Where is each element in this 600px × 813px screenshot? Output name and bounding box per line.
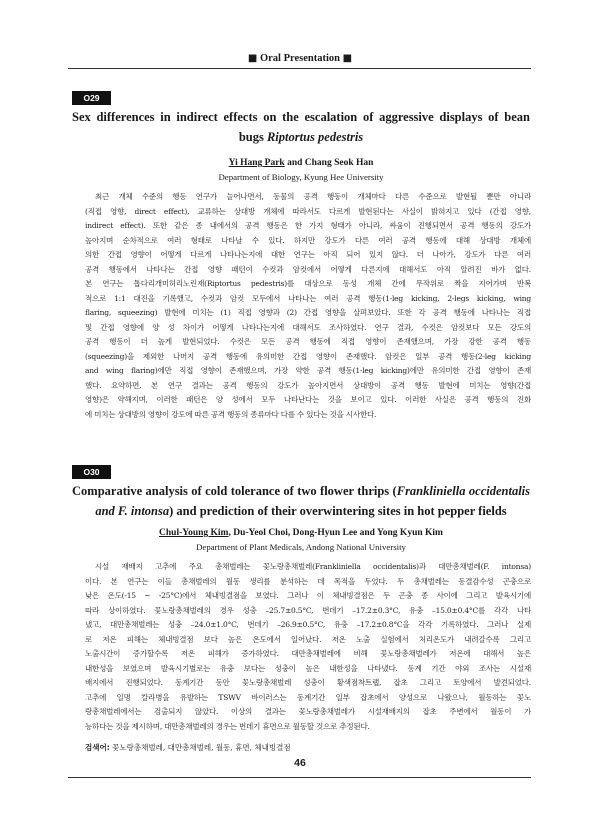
body-line: 냈고, 대만총채벌레는 성충 –24.0±1.0°C, 번데기 –26.9±0.5°C, 유충 –17.2±0.8°C을 각각 기록하였다. 그러나 실제 [85, 620, 531, 629]
body-line: 낮은 온도(-15 ~ -25°C)에서 체내빙결점을 보였다. 그러나 이 체내빙결점은 두 곤충 종 사이에 그리고 발육시기에 [85, 591, 531, 600]
body-line: 시설 재배지 고추에 주요 총채벌레는 꽃노랑총채벌레(Frankliniella occidentalis)과 대만총채벌레(F. intonsa) [95, 562, 531, 571]
body-line: flaring, squeezing) 발현에 미치는 (1) 직접 영향과 (2) 간접 영향을 살펴보았다. 또한 각 공격 행동에 나타나는 직접 [85, 308, 531, 317]
body-line: 영향)은 약해지며, 이러한 패턴은 양 성에서 모두 나타난다는 것을 보이고 있다. 이러한 사실은 공격 행동의 진화 [85, 395, 531, 404]
body-line: 능하다는 것을 제시하며, 대만총채벌레의 경우는 번데기 휴면으로 월동할 것으로 추정된다. [85, 721, 370, 731]
body-line: (squeezing)을 제외한 나머지 공격 행동에 유의미한 간접 영향이 존재했다. 암컷은 일부 공격 행동(2-leg kicking [85, 351, 531, 361]
body-line: 이다. 본 연구는 이들 총채벌레의 월동 생리를 분석하는 데 목적을 두었다. 두 총채벌레는 동결감수성 곤충으로 [85, 576, 531, 586]
abstract-body [85, 190, 531, 422]
section-title: Oral Presentation [259, 53, 340, 64]
body-line: (직접 영향, direct effect), 교류하는 상대방 개체에 따라서도 다르게 발현된다는 사실이 밝혀지고 있다 (간접 영향, [85, 206, 531, 216]
author-list [72, 158, 530, 168]
body-line: indirect effect). 또한 같은 종 내에서의 공격 행동은 한 가지 형태가 아니라, 싸움이 진행되면서 공격 행동의 강도가 [85, 221, 531, 230]
body-line: 배지에서 진행되었다. 동계기간 동안 꽃노랑총채벌레 성충이 황색점착트랩, 잡초 그리고 토양에서 발견되었다. [85, 678, 531, 687]
body-line: 높아지며 순차적으로 여러 형태로 나타날 수 있다. 하지만 강도가 다른 여러 공격 행동에 대해 상대방 개체에 [85, 235, 531, 245]
co-authors: and Chang Seok Han [284, 158, 374, 168]
title-text: bugs [238, 130, 267, 144]
footer-rule [68, 777, 531, 778]
species-name: and F. intonsa [95, 504, 170, 518]
abstract-badge: O30 [72, 465, 111, 479]
body-line: and wing flaring)에만 직접 영향이 존재했으며, 가장 약한 공격 행동(1-leg kicking)에만 유의미한 간접 영향이 존재 [85, 366, 531, 375]
affiliation: Department of Biology, Kyung Hee University [218, 172, 384, 182]
species-name: Frankliniella occidentalis [396, 484, 531, 498]
body-line: 의한 간접 영향이 어떻게 다르게 나타나는지에 대한 연구는 아직 되어 있지 않다. 더 나아가, 강도가 다른 여러 [85, 250, 531, 259]
species-name: Riptortus pedestris [266, 130, 364, 144]
body-line: 랑총채벌레에서는 검출되지 않았다. 이상의 결과는 꽃노랑총채벌레가 시설재배지의 잡초 주변에서 월동이 가 [85, 707, 531, 716]
body-line: 노출시간이 증가할수록 저온 피해가 증가하였다. 대만총채벌레에 비해 꽃노랑총채벌레가 저온에 대해서 높은 [85, 649, 531, 658]
title-line [72, 501, 530, 521]
abstract-body [85, 560, 531, 734]
abstract-badge: O29 [72, 91, 111, 105]
body-line: 최근 개체 수준의 행동 연구가 늘어나면서, 동물의 공격 행동이 개체마다 다른 수준으로 발현될 뿐만 아니라 [95, 192, 531, 201]
keywords [85, 741, 531, 755]
body-line: 했다. 요약하면, 본 연구 결과는 공격 행동의 강도가 높아지면서 상대방이 공격 행동 발현에 미치는 영향(간접 [85, 380, 531, 390]
body-line: 고추에 일명 칼라병을 유발하는 TSWV 바이러스는 동계기간 일부 잡초에서 양성으로 나왔으나, 월동하는 꽃노 [85, 692, 531, 702]
co-authors: , Du-Yeol Choi, Dong-Hyun Lee and Yong Kyun Kim [228, 528, 443, 538]
abstract-title [72, 107, 530, 147]
body-line: 공격 행동에서 나타나는 간접 영향 패턴이 수컷과 암컷에서 어떻게 다른지에 대해서도 아직 알려진 바가 없다. [85, 264, 531, 274]
affiliation: Department of Plant Medicals, Andong National University [196, 542, 406, 552]
presenting-author: Chul-Young Kim [159, 528, 229, 538]
keywords-text: 꽃노랑총채벌레, 대만총채벌레, 월동, 휴면, 체내빙결점 [109, 743, 291, 752]
body-line: 공격 행동이 더 높게 발현되었다. 수컷은 모든 공격 행동에 직접 영향이 존재했으며, 가장 강한 공격 행동 [85, 337, 531, 346]
header-rule [68, 68, 531, 69]
abstract-title [72, 481, 530, 521]
title-line: Sex differences in indirect effects on the escalation of aggressive displays of bean [72, 110, 530, 124]
title-line [72, 127, 530, 147]
section-header [0, 53, 600, 64]
square-bullet-icon: ■ [247, 53, 258, 64]
body-line: 본 연구는 톱다리개미허리노린재(Riptortus pedestris)를 대상으로 동성 개체 간에 무작위로 짝을 지어가며 반복 [85, 279, 531, 288]
body-line: 내한성을 보였으며 발육시기별로는 유충 보다는 성충이 높은 내한성을 나타냈다. 동계 기간 야외 조사는 시설재 [85, 663, 531, 673]
body-line: 로 저온 피해는 체내빙결점 보다 높은 온도에서 일어났다. 저온 노출 실험에서 처리온도가 내려갈수록 그리고 [85, 634, 531, 644]
title-text: Comparative analysis of cold tolerance of two flower thrips ( [72, 484, 397, 498]
body-line: 따라 상이하였다. 꽃노랑총채벌레의 경우 성충 –25.7±0.5°C, 번데기 –17.2±0.3°C, 유충 –15.0±0.4°C를 각각 나타 [85, 605, 531, 615]
title-text: ) and prediction of their overwintering sites in hot pepper fields [169, 504, 507, 518]
presenting-author: Yi Hang Park [228, 158, 285, 168]
body-line: 적으로 1:1 대진을 기록했고, 수컷과 암컷 모두에서 나타나는 여러 공격 행동(1-leg kicking, 2-legs kicking, wing [85, 293, 531, 303]
title-line [72, 481, 530, 501]
keywords-label: 검색어: [85, 743, 110, 752]
square-bullet-icon: ■ [342, 53, 353, 64]
body-line: 및 간접 영향에 양 성 차이가 어떻게 나타나는지에 대해서도 조사하였다. 연구 결과, 수컷은 암컷보다 모든 강도의 [85, 322, 531, 332]
author-list [72, 528, 530, 538]
body-line: 에 미치는 상대방의 영향이 강도에 따른 공격 행동의 종류마다 다를 수 있다는 것을 시사한다. [85, 409, 377, 419]
page-number: 46 [294, 757, 306, 769]
